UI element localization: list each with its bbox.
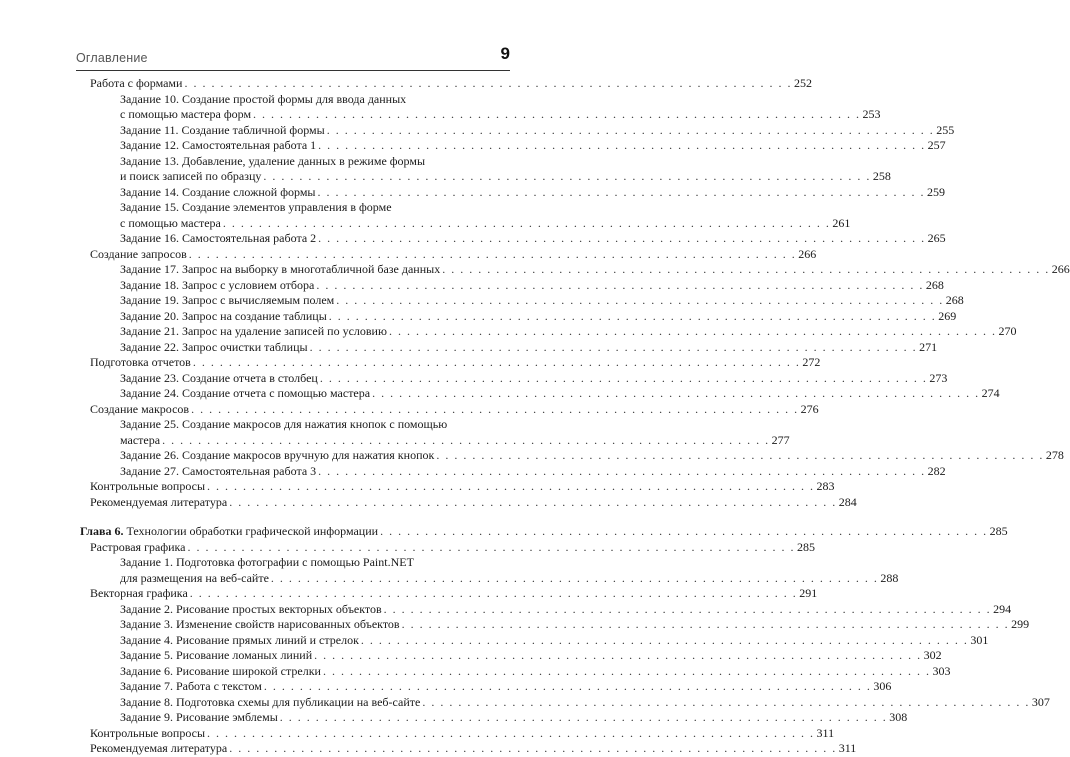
toc-entry-title bbox=[80, 524, 378, 540]
toc-entry-text: Задание 6. Рисование широкой стрелки bbox=[120, 663, 321, 678]
toc-entry-text: Задание 3. Изменение свойств нарисованных объектов bbox=[120, 617, 400, 631]
dot-leader: . . . . . . . . . . . . . . . . . . . . . . . . . . . . . . . . . . . . . . . . . . . . . . . . . . . . . . . . . . . . . . . . . . . . bbox=[360, 632, 969, 647]
toc-entry[interactable] bbox=[76, 539, 815, 556]
chapter-label: Глава 6. bbox=[80, 524, 124, 538]
toc-entry-page: 284 bbox=[838, 494, 857, 509]
toc-entry-text: Рекомендуемая литература bbox=[90, 741, 228, 755]
toc-entry-text: Контрольные вопросы bbox=[90, 479, 206, 493]
toc-entry-page: 269 bbox=[938, 308, 957, 323]
dot-leader: . . . . . . . . . . . . . . . . . . . . . . . . . . . . . . . . . . . . . . . . . . . . . . . . . . . . . . . . . . . . . . . . . . . . bbox=[436, 448, 1044, 462]
toc-entry-text: мастера bbox=[120, 432, 161, 447]
toc-entry-text: с помощью мастера форм bbox=[120, 107, 252, 121]
toc-entry-page: 273 bbox=[929, 370, 948, 385]
toc-entry-text: Задание 13. Добавление, удаление данных в режиме формы bbox=[120, 153, 426, 168]
toc-entry-text: Задание 8. Подготовка схемы для публикации на веб-сайте bbox=[120, 694, 421, 709]
toc-entry-page: 261 bbox=[832, 215, 851, 230]
toc-entry-title bbox=[120, 340, 308, 356]
toc-entry-text: Задание 2. Рисование простых векторных объектов bbox=[120, 601, 382, 616]
running-title: Оглавление bbox=[76, 51, 148, 65]
toc-entry-page: 299 bbox=[1011, 617, 1030, 631]
toc-entry-title bbox=[120, 123, 325, 139]
toc-entry-title bbox=[120, 293, 334, 309]
toc-entry-title bbox=[90, 741, 227, 757]
toc-entry-text: Задание 24. Создание отчета с помощью мастера bbox=[120, 386, 371, 400]
toc-entry[interactable] bbox=[76, 710, 908, 726]
toc-entry-page: 258 bbox=[872, 169, 891, 183]
dot-leader: . . . . . . . . . . . . . . . . . . . . . . . . . . . . . . . . . . . . . . . . . . . . . . . . . . . . . . . . . . . . . . . . . . . . bbox=[309, 339, 918, 354]
toc-entry-title bbox=[120, 464, 316, 480]
toc-entry-page: 268 bbox=[945, 293, 964, 307]
toc-entry-title bbox=[120, 324, 387, 340]
toc-entry-title bbox=[90, 586, 188, 602]
toc-entry-text: Контрольные вопросы bbox=[90, 725, 206, 740]
toc-entry[interactable] bbox=[76, 122, 955, 139]
toc-entry-title bbox=[120, 371, 318, 387]
toc-entry-text: Задание 5. Рисование ломаных линий bbox=[120, 648, 313, 662]
toc-entry-page: 259 bbox=[926, 184, 945, 199]
toc-entry-text: Задание 14. Создание сложной формы bbox=[120, 184, 316, 199]
toc-entry-page: 268 bbox=[925, 277, 944, 292]
toc-entry-title bbox=[120, 278, 314, 294]
toc-entry-title bbox=[120, 602, 382, 618]
toc-entry-text: Задание 21. Запрос на удаление записей по условию bbox=[120, 324, 387, 338]
dot-leader: . . . . . . . . . . . . . . . . . . . . . . . . . . . . . . . . . . . . . . . . . . . . . . . . . . . . . . . . . . . . . . . . . . . . bbox=[187, 539, 795, 554]
toc-entry[interactable] bbox=[76, 632, 989, 649]
toc-entry-page: 277 bbox=[771, 432, 790, 447]
toc-entry-text: Рекомендуемая литература bbox=[90, 494, 228, 509]
toc-entry[interactable] bbox=[76, 92, 508, 108]
dot-leader: . . . . . . . . . . . . . . . . . . . . . . . . . . . . . . . . . . . . . . . . . . . . . . . . . . . . . . . . . . . . . . . . . . . . bbox=[253, 107, 861, 121]
dot-leader: . . . . . . . . . . . . . . . . . . . . . . . . . . . . . . . . . . . . . . . . . . . . . . . . . . . . . . . . . . . . . . . . . . . . bbox=[318, 463, 926, 478]
toc-entry-title bbox=[120, 231, 316, 247]
toc-entry-title bbox=[120, 216, 221, 232]
toc-entry-page: 271 bbox=[919, 339, 938, 354]
toc-entry[interactable] bbox=[76, 555, 508, 571]
dot-leader: . . . . . . . . . . . . . . . . . . . . . . . . . . . . . . . . . . . . . . . . . . . . . . . . . . . . . . . . . . . . . . . . . . . . bbox=[319, 370, 928, 385]
toc-entry-text: Задание 19. Запрос с вычисляемым полем bbox=[120, 293, 335, 307]
toc-entry[interactable] bbox=[76, 448, 1064, 464]
toc-entry-title bbox=[120, 633, 359, 649]
toc-entry[interactable] bbox=[76, 339, 938, 356]
toc-entry[interactable] bbox=[76, 586, 818, 602]
toc-entry-text: Создание запросов bbox=[90, 246, 187, 261]
dot-leader: . . . . . . . . . . . . . . . . . . . . . . . . . . . . . . . . . . . . . . . . . . . . . . . . . . . . . . . . . . . . . . . . . . . . bbox=[318, 138, 926, 152]
dot-leader: . . . . . . . . . . . . . . . . . . . . . . . . . . . . . . . . . . . . . . . . . . . . . . . . . . . . . . . . . . . . . . . . . . . . bbox=[326, 122, 935, 137]
toc-entry[interactable] bbox=[76, 417, 508, 433]
toc-entry-text: Задание 1. Подготовка фотографии с помощью Paint.NET bbox=[120, 555, 414, 569]
toc-entry[interactable] bbox=[76, 432, 790, 449]
toc-entry[interactable] bbox=[76, 663, 951, 680]
toc-entry-page: 285 bbox=[797, 539, 815, 554]
toc-entry-text: Задание 7. Работа с текстом bbox=[120, 679, 262, 693]
toc-entry-page: 308 bbox=[889, 710, 908, 724]
toc-entry-text: Векторная графика bbox=[90, 586, 188, 600]
dot-leader: . . . . . . . . . . . . . . . . . . . . . . . . . . . . . . . . . . . . . . . . . . . . . . . . . . . . . . . . . . . . . . . . . . . . bbox=[328, 308, 937, 323]
toc-entry-text: Задание 9. Рисование эмблемы bbox=[120, 710, 278, 724]
toc-entry[interactable] bbox=[76, 308, 957, 325]
toc-entry-page: 288 bbox=[880, 570, 899, 585]
toc-entry-title bbox=[90, 355, 191, 371]
toc-entry[interactable] bbox=[76, 648, 942, 664]
toc-entry[interactable] bbox=[76, 154, 508, 170]
toc-entry[interactable] bbox=[76, 231, 946, 247]
toc-entry[interactable] bbox=[76, 200, 508, 216]
toc-entry-page: 302 bbox=[923, 648, 942, 662]
toc-entry[interactable] bbox=[76, 215, 851, 232]
toc-entry[interactable] bbox=[76, 524, 1008, 540]
toc-entry-text: Задание 23. Создание отчета в столбец bbox=[120, 370, 318, 385]
toc-entry-text: для размещения на веб-сайте bbox=[120, 570, 269, 585]
toc-entry-text: Задание 18. Запрос с условием отбора bbox=[120, 277, 315, 292]
toc-entry-text: Подготовка отчетов bbox=[90, 355, 191, 369]
toc-entry[interactable] bbox=[76, 169, 891, 185]
toc-entry[interactable] bbox=[76, 262, 1070, 278]
toc-entry[interactable] bbox=[76, 386, 1000, 402]
toc-entry-page: 291 bbox=[799, 586, 818, 600]
toc-entry-text: Задание 26. Создание макросов вручную для нажатия кнопок bbox=[120, 448, 435, 462]
toc-entry-title bbox=[120, 710, 278, 726]
toc-entry-page: 301 bbox=[970, 632, 989, 647]
toc-entry-title bbox=[90, 540, 186, 556]
toc-entry-page: 294 bbox=[993, 601, 1012, 616]
toc-entry[interactable] bbox=[76, 725, 835, 742]
toc-entry-title bbox=[120, 571, 269, 587]
toc-entry-page: 311 bbox=[838, 741, 857, 755]
toc-entry-text: с помощью мастера bbox=[120, 215, 221, 230]
toc-entry-page: 270 bbox=[998, 324, 1017, 338]
toc-entry-page: 276 bbox=[800, 401, 819, 416]
toc-entry-page: 274 bbox=[981, 386, 1000, 400]
toc-entry-page: 306 bbox=[873, 679, 892, 693]
toc-entry-title bbox=[90, 402, 189, 418]
toc-entry-text: и поиск записей по образцу bbox=[120, 169, 262, 183]
toc-entry[interactable] bbox=[76, 355, 821, 371]
dot-leader: . . . . . . . . . . . . . . . . . . . . . . . . . . . . . . . . . . . . . . . . . . . . . . . . . . . . . . . . . . . . . . . . . . . . bbox=[279, 710, 888, 724]
toc-entry-page: 252 bbox=[793, 76, 812, 90]
dot-leader: . . . . . . . . . . . . . . . . . . . . . . . . . . . . . . . . . . . . . . . . . . . . . . . . . . . . . . . . . . . . . . . . . . . . bbox=[380, 524, 988, 538]
toc-entry[interactable] bbox=[76, 76, 812, 92]
dot-leader: . . . . . . . . . . . . . . . . . . . . . . . . . . . . . . . . . . . . . . . . . . . . . . . . . . . . . . . . . . . . . . . . . . . . bbox=[229, 494, 837, 509]
dot-leader: . . . . . . . . . . . . . . . . . . . . . . . . . . . . . . . . . . . . . . . . . . . . . . . . . . . . . . . . . . . . . . . . . . . . bbox=[162, 432, 770, 447]
dot-leader: . . . . . . . . . . . . . . . . . . . . . . . . . . . . . . . . . . . . . . . . . . . . . . . . . . . . . . . . . . . . . . . . . . . . bbox=[207, 725, 815, 740]
toc-entry-text: Работа с формами bbox=[90, 76, 183, 90]
toc-entry[interactable] bbox=[76, 293, 964, 309]
toc-entry-title bbox=[120, 679, 262, 695]
dot-leader: . . . . . . . . . . . . . . . . . . . . . . . . . . . . . . . . . . . . . . . . . . . . . . . . . . . . . . . . . . . . . . . . . . . . bbox=[207, 479, 815, 493]
toc-entry-title bbox=[90, 76, 182, 92]
toc-entry-page: 265 bbox=[927, 231, 946, 245]
dot-leader: . . . . . . . . . . . . . . . . . . . . . . . . . . . . . . . . . . . . . . . . . . . . . . . . . . . . . . . . . . . . . . . . . . . . bbox=[401, 617, 1010, 631]
toc-entry-text: Задание 16. Самостоятельная работа 2 bbox=[120, 231, 317, 245]
toc-entry-text: Задание 12. Самостоятельная работа 1 bbox=[120, 138, 317, 152]
toc-entry[interactable] bbox=[76, 694, 1050, 711]
dot-leader: . . . . . . . . . . . . . . . . . . . . . . . . . . . . . . . . . . . . . . . . . . . . . . . . . . . . . . . . . . . . . . . . . . . . bbox=[372, 386, 980, 400]
toc-entry-page: 266 bbox=[1051, 262, 1070, 276]
dot-leader: . . . . . . . . . . . . . . . . . . . . . . . . . . . . . . . . . . . . . . . . . . . . . . . . . . . . . . . . . . . . . . . . . . . . bbox=[184, 76, 792, 90]
toc-entry-page: 257 bbox=[927, 138, 946, 152]
toc-entry[interactable] bbox=[76, 463, 946, 480]
toc-entry-title bbox=[120, 386, 370, 402]
toc-entry-title bbox=[120, 617, 400, 633]
toc-entry-title bbox=[90, 495, 227, 511]
dot-leader: . . . . . . . . . . . . . . . . . . . . . . . . . . . . . . . . . . . . . . . . . . . . . . . . . . . . . . . . . . . . . . . . . . . . bbox=[316, 277, 924, 292]
toc-entry[interactable] bbox=[76, 617, 1030, 633]
toc-entry-title bbox=[120, 262, 440, 278]
toc-entry-title bbox=[120, 200, 392, 216]
dot-leader: . . . . . . . . . . . . . . . . . . . . . . . . . . . . . . . . . . . . . . . . . . . . . . . . . . . . . . . . . . . . . . . . . . . . bbox=[422, 694, 1030, 709]
dot-leader: . . . . . . . . . . . . . . . . . . . . . . . . . . . . . . . . . . . . . . . . . . . . . . . . . . . . . . . . . . . . . . . . . . . . bbox=[270, 570, 879, 585]
toc-entry-page: 272 bbox=[802, 355, 821, 369]
toc-entry-title bbox=[120, 107, 251, 123]
toc-entry-text: Технологии обработки графической информации bbox=[123, 524, 379, 538]
toc-entry-text: Задание 15. Создание элементов управления в форме bbox=[120, 200, 392, 214]
toc-entry-title bbox=[120, 664, 321, 680]
dot-leader: . . . . . . . . . . . . . . . . . . . . . . . . . . . . . . . . . . . . . . . . . . . . . . . . . . . . . . . . . . . . . . . . . . . . bbox=[388, 324, 997, 338]
toc-entry[interactable] bbox=[76, 570, 899, 587]
toc-entry-title bbox=[120, 555, 414, 571]
page-header bbox=[76, 44, 510, 71]
toc-entry-title bbox=[90, 479, 205, 495]
toc-entry-page: 307 bbox=[1031, 694, 1050, 709]
toc-entry-text: Создание макросов bbox=[90, 401, 190, 416]
toc-entry[interactable] bbox=[76, 401, 819, 418]
toc-entry-page: 282 bbox=[927, 463, 946, 478]
dot-leader: . . . . . . . . . . . . . . . . . . . . . . . . . . . . . . . . . . . . . . . . . . . . . . . . . . . . . . . . . . . . . . . . . . . . bbox=[191, 401, 799, 416]
toc-entry[interactable] bbox=[76, 277, 944, 294]
toc-entry[interactable] bbox=[76, 184, 945, 201]
toc-entry[interactable] bbox=[76, 679, 892, 695]
dot-leader: . . . . . . . . . . . . . . . . . . . . . . . . . . . . . . . . . . . . . . . . . . . . . . . . . . . . . . . . . . . . . . . . . . . . bbox=[192, 355, 801, 369]
toc-entry-page: 303 bbox=[932, 663, 951, 678]
toc-entry[interactable] bbox=[76, 246, 817, 263]
toc-entry-text: Растровая графика bbox=[90, 539, 186, 554]
toc-entry[interactable] bbox=[76, 741, 857, 757]
toc-entry-page: 311 bbox=[816, 725, 835, 740]
toc-entry-title bbox=[120, 154, 425, 170]
dot-leader: . . . . . . . . . . . . . . . . . . . . . . . . . . . . . . . . . . . . . . . . . . . . . . . . . . . . . . . . . . . . . . . . . . . . bbox=[383, 601, 992, 616]
toc-entry-text: Задание 10. Создание простой формы для ввода данных bbox=[120, 91, 407, 106]
toc-entry-page: 278 bbox=[1045, 448, 1064, 462]
toc-entry-title bbox=[90, 247, 187, 263]
toc-entry-title bbox=[120, 169, 261, 185]
toc-entry-page: 283 bbox=[816, 479, 835, 493]
toc-entry-title bbox=[120, 185, 315, 201]
dot-leader: . . . . . . . . . . . . . . . . . . . . . . . . . . . . . . . . . . . . . . . . . . . . . . . . . . . . . . . . . . . . . . . . . . . . bbox=[314, 648, 922, 662]
dot-leader: . . . . . . . . . . . . . . . . . . . . . . . . . . . . . . . . . . . . . . . . . . . . . . . . . . . . . . . . . . . . . . . . . . . . bbox=[322, 663, 931, 678]
toc-entry-page: 266 bbox=[798, 246, 817, 261]
toc-entry-title bbox=[120, 648, 312, 664]
toc-entry[interactable] bbox=[76, 107, 881, 123]
toc-entry-title bbox=[120, 92, 406, 108]
dot-leader: . . . . . . . . . . . . . . . . . . . . . . . . . . . . . . . . . . . . . . . . . . . . . . . . . . . . . . . . . . . . . . . . . . . . bbox=[263, 679, 872, 693]
toc-entry[interactable] bbox=[76, 370, 948, 387]
toc-entry-text: Задание 22. Запрос очистки таблицы bbox=[120, 339, 308, 354]
toc-entry-title bbox=[90, 726, 205, 742]
dot-leader: . . . . . . . . . . . . . . . . . . . . . . . . . . . . . . . . . . . . . . . . . . . . . . . . . . . . . . . . . . . . . . . . . . . . bbox=[263, 169, 871, 183]
toc-entry-title bbox=[120, 448, 434, 464]
dot-leader: . . . . . . . . . . . . . . . . . . . . . . . . . . . . . . . . . . . . . . . . . . . . . . . . . . . . . . . . . . . . . . . . . . . . bbox=[222, 215, 831, 230]
toc-entry-title bbox=[120, 433, 160, 449]
toc-entry-text: Задание 17. Запрос на выборку в многотабличной базе данных bbox=[120, 262, 441, 276]
toc-entry-page: 285 bbox=[989, 524, 1008, 538]
dot-leader: . . . . . . . . . . . . . . . . . . . . . . . . . . . . . . . . . . . . . . . . . . . . . . . . . . . . . . . . . . . . . . . . . . . . bbox=[318, 231, 926, 245]
dot-leader: . . . . . . . . . . . . . . . . . . . . . . . . . . . . . . . . . . . . . . . . . . . . . . . . . . . . . . . . . . . . . . . . . . . . bbox=[317, 184, 925, 199]
dot-leader: . . . . . . . . . . . . . . . . . . . . . . . . . . . . . . . . . . . . . . . . . . . . . . . . . . . . . . . . . . . . . . . . . . . . bbox=[336, 293, 944, 307]
toc-entry-text: Задание 20. Запрос на создание таблицы bbox=[120, 308, 327, 323]
toc-entry-text: Задание 4. Рисование прямых линий и стрелок bbox=[120, 632, 359, 647]
toc-entry[interactable] bbox=[76, 494, 857, 511]
toc-entry-title bbox=[120, 309, 327, 325]
toc-entry-title bbox=[120, 417, 447, 433]
toc-entry[interactable] bbox=[76, 601, 1012, 618]
toc-entry-title bbox=[120, 138, 316, 154]
dot-leader: . . . . . . . . . . . . . . . . . . . . . . . . . . . . . . . . . . . . . . . . . . . . . . . . . . . . . . . . . . . . . . . . . . . . bbox=[229, 741, 837, 755]
page-number: 9 bbox=[500, 44, 510, 63]
toc-entry[interactable] bbox=[76, 324, 1017, 340]
dot-leader: . . . . . . . . . . . . . . . . . . . . . . . . . . . . . . . . . . . . . . . . . . . . . . . . . . . . . . . . . . . . . . . . . . . . bbox=[189, 586, 798, 600]
toc-entry-text: Задание 27. Самостоятельная работа 3 bbox=[120, 463, 317, 478]
toc-entry-page: 253 bbox=[862, 107, 881, 121]
dot-leader: . . . . . . . . . . . . . . . . . . . . . . . . . . . . . . . . . . . . . . . . . . . . . . . . . . . . . . . . . . . . . . . . . . . . bbox=[188, 246, 797, 261]
toc-entry-page: 255 bbox=[936, 122, 955, 137]
toc-entry[interactable] bbox=[76, 479, 835, 495]
dot-leader: . . . . . . . . . . . . . . . . . . . . . . . . . . . . . . . . . . . . . . . . . . . . . . . . . . . . . . . . . . . . . . . . . . . . bbox=[442, 262, 1050, 276]
toc-entry[interactable] bbox=[76, 138, 946, 154]
toc-entry-text: Задание 11. Создание табличной формы bbox=[120, 122, 325, 137]
table-of-contents bbox=[76, 76, 1070, 757]
toc-entry-text: Задание 25. Создание макросов для нажатия кнопок с помощью bbox=[120, 417, 448, 431]
toc-entry-title bbox=[120, 695, 420, 711]
